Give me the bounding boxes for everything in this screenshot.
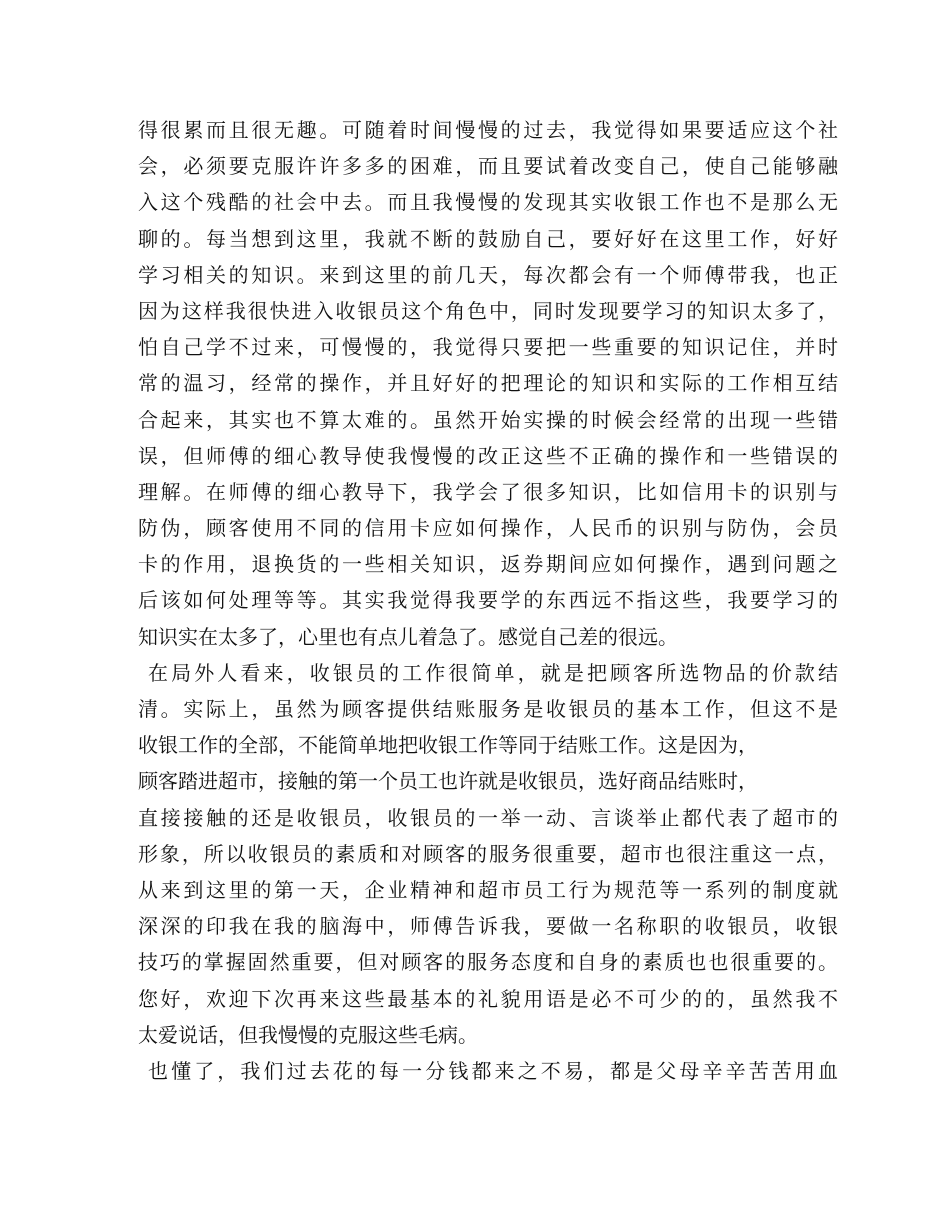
text-line: 误，但师傅的细心教导使我慢慢的改正这些不正确的操作和一些错误的 <box>138 443 838 468</box>
text-line: 怕自己学不过来，可慢慢的，我觉得只要把一些重要的知识记住，并时 <box>138 335 838 360</box>
text-line: 知识实在太多了，心里也有点儿着急了。感觉自己差的很远。 <box>138 624 678 649</box>
text-line: 卡的作用，退换货的一些相关知识，返券期间应如何操作，遇到问题之 <box>138 552 838 577</box>
text-line: 技巧的掌握固然重要，但对顾客的服务态度和自身的素质也也很重要的。 <box>138 950 838 975</box>
text-line: 合起来，其实也不算太难的。虽然开始实操的时候会经常的出现一些错 <box>138 407 838 432</box>
text-line: 理解。在师傅的细心教导下，我学会了很多知识，比如信用卡的识别与 <box>138 479 838 504</box>
text-line: 清。实际上，虽然为顾客提供结账服务是收银员的基本工作，但这不是 <box>138 697 838 721</box>
text-line: 入这个残酷的社会中去。而且我慢慢的发现其实收银工作也不是那么无 <box>138 190 838 215</box>
text-line: 顾客踏进超市，接触的第一个员工也许就是收银员，选好商品结账时， <box>138 769 758 794</box>
text-line: 会，必须要克服许许多多的困难，而且要试着改变自己，使自己能够融 <box>138 154 838 179</box>
text-line: 从来到这里的第一天，企业精神和超市员工行为规范等一系列的制度就 <box>138 877 838 902</box>
text-line: 收银工作的全部，不能简单地把收银工作等同于结账工作。这是因为， <box>138 733 758 758</box>
text-line: 直接接触的还是收银员，收银员的一举一动、言谈举止都代表了超市的 <box>138 805 838 830</box>
text-line: 因为这样我很快进入收银员这个角色中，同时发现要学习的知识太多了， <box>138 298 838 323</box>
text-line: 防伪，顾客使用不同的信用卡应如何操作，人民币的识别与防伪，会员 <box>138 516 838 541</box>
text-line: 学习相关的知识。来到这里的前几天，每次都会有一个师傅带我，也正 <box>138 262 838 287</box>
text-line: 聊的。每当想到这里，我就不断的鼓励自己，要好好在这里工作，好好 <box>138 226 838 251</box>
text-line: 您好，欢迎下次再来这些最基本的礼貌用语是必不可少的的，虽然我不 <box>138 986 838 1011</box>
text-line: 太爱说话，但我慢慢的克服这些毛病。 <box>138 1022 478 1047</box>
text-line: 得很累而且很无趣。可随着时间慢慢的过去，我觉得如果要适应这个社 <box>138 118 838 142</box>
text-line: 深深的印我在我的脑海中，师傅告诉我，要做一名称职的收银员，收银 <box>138 914 838 939</box>
text-line: 形象，所以收银员的素质和对顾客的服务很重要，超市也很注重这一点， <box>138 841 838 866</box>
text-line: 常的温习，经常的操作，并且好好的把理论的知识和实际的工作相互结 <box>138 371 838 396</box>
body-text <box>138 112 838 1089</box>
paragraph-first-line: 也懂了，我们过去花的每一分钱都来之不易，都是父母辛辛苦苦用血 <box>148 1058 838 1083</box>
text-line: 后该如何处理等等。其实我觉得我要学的东西远不指这些，我要学习的 <box>138 588 838 613</box>
paragraph-first-line: 在局外人看来，收银员的工作很简单，就是把顾客所选物品的价款结 <box>148 660 838 685</box>
